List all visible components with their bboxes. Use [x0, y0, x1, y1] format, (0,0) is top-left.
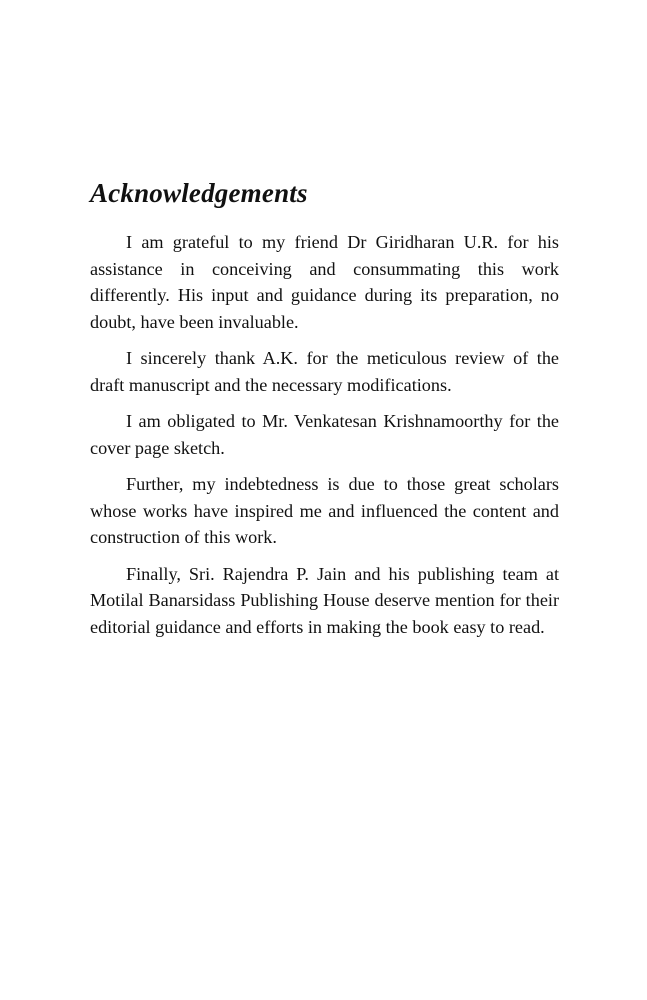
- document-page: [90, 175, 559, 650]
- paragraph-ak-review: I sincerely thank A.K. for the meticulous review of the draft manuscript and the necessary modifications.: [90, 348, 559, 395]
- paragraph-giridharan: I am grateful to my friend Dr Giridharan U.R. for his assistance in conceiving and consummating this work differently. His input and guidance during its preparation, no doubt, have been invaluable.: [90, 232, 559, 332]
- page-title: Acknowledgements: [90, 178, 308, 208]
- paragraph-publisher: Finally, Sri. Rajendra P. Jain and his publishing team at Motilal Banarsidass Publishing House deserve mention for their editorial guidance and efforts in making the book easy to read.: [90, 563, 559, 637]
- paragraph-scholars: Further, my indebtedness is due to those great scholars whose works have inspired me and influenced the content and construction of this work.: [90, 474, 559, 547]
- paragraph-cover-sketch: I am obligated to Mr. Venkatesan Krishnamoorthy for the cover page sketch.: [90, 411, 559, 458]
